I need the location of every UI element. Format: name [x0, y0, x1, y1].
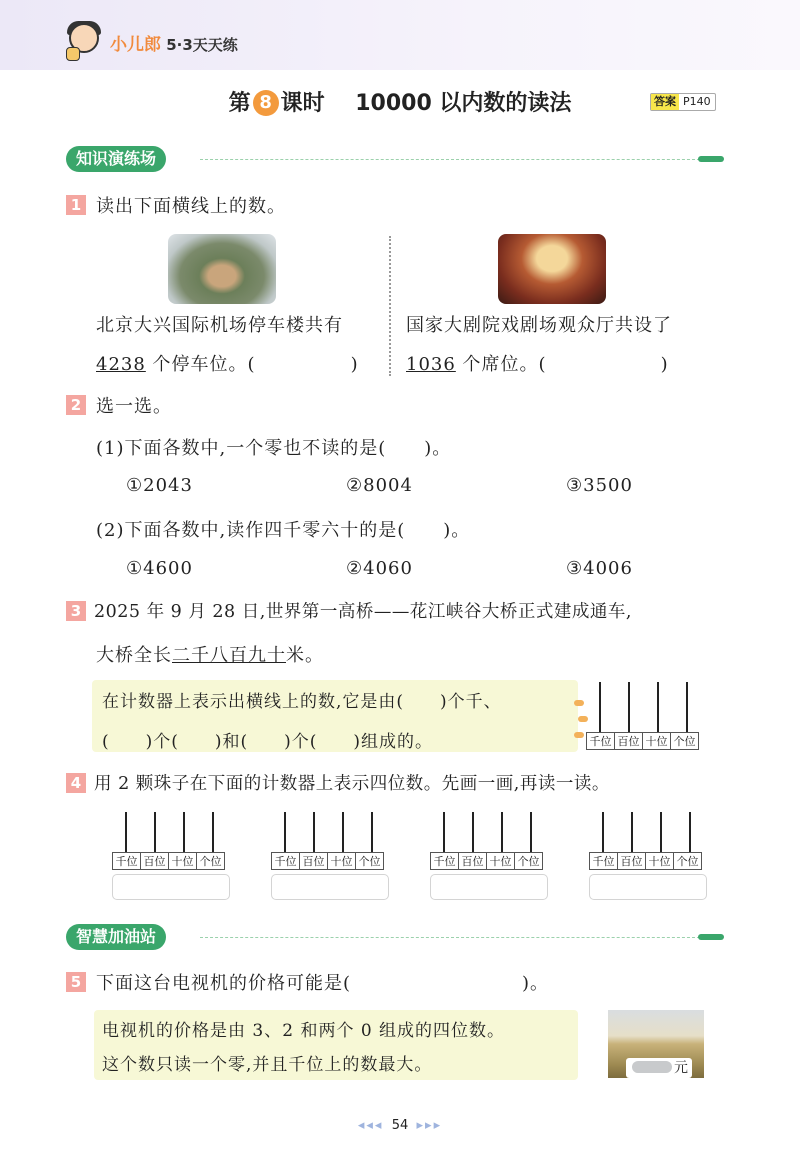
q2-sub2-option-1[interactable]: ①4600 [126, 558, 193, 579]
hundreds-rod[interactable] [628, 682, 630, 732]
q3-line1: 2025 年 9 月 28 日,世界第一高桥——花江峡谷大桥正式建成通车, [94, 602, 632, 622]
left-arrows-icon: ◂◂◂ [357, 1118, 384, 1133]
right-arrows-icon: ▸▸▸ [416, 1118, 443, 1133]
hundreds-rod[interactable] [313, 812, 315, 852]
label-thousands: 千位 [112, 852, 141, 870]
q3-box-line1[interactable]: 在计数器上表示出横线上的数,它是由( )个千、 [102, 692, 502, 712]
label-tens: 十位 [642, 732, 671, 750]
label-hundreds: 百位 [617, 852, 646, 870]
label-thousands: 千位 [586, 732, 615, 750]
label-thousands: 千位 [589, 852, 618, 870]
q2-sub2-option-2[interactable]: ②4060 [346, 558, 413, 579]
lesson-suffix: 课时 [280, 91, 325, 116]
q1-right-number: 1036 [406, 354, 456, 375]
price-redacted [632, 1061, 672, 1073]
label-thousands: 千位 [430, 852, 459, 870]
q2-sub1-option-2[interactable]: ②8004 [346, 475, 413, 496]
q5-hint2: 这个数只读一个零,并且千位上的数最大。 [102, 1055, 433, 1075]
thousands-rod[interactable] [284, 812, 286, 852]
thousands-rod[interactable] [125, 812, 127, 852]
place-labels [112, 852, 224, 870]
thousands-rod[interactable] [602, 812, 604, 852]
q1-right-answer[interactable]: 个席位。( ) [462, 354, 669, 375]
label-ones: 个位 [514, 852, 543, 870]
brand-series: 5·3天天练 [166, 35, 238, 54]
section-challenge [66, 924, 166, 950]
section-divider [200, 937, 700, 938]
section-tail [698, 156, 724, 162]
tv-price-tag [626, 1058, 692, 1078]
ones-rod[interactable] [371, 812, 373, 852]
tens-rod[interactable] [501, 812, 503, 852]
hundreds-rod[interactable] [472, 812, 474, 852]
answer-label: 答案 [651, 94, 679, 110]
label-ones: 个位 [196, 852, 225, 870]
label-hundreds: 百位 [458, 852, 487, 870]
question-number-2: 2 [66, 395, 86, 415]
brand-text [110, 30, 238, 55]
answer-reference [650, 93, 716, 111]
thousands-rod[interactable] [443, 812, 445, 852]
label-tens: 十位 [168, 852, 197, 870]
q3-line2 [96, 641, 324, 667]
hundreds-rod[interactable] [631, 812, 633, 852]
q4-prompt: 用 2 颗珠子在下面的计数器上表示四位数。先画一画,再读一读。 [94, 774, 610, 794]
question-number-4: 4 [66, 773, 86, 793]
label-tens: 十位 [327, 852, 356, 870]
q4-abacus-1[interactable] [112, 812, 232, 872]
page-footer [0, 1118, 800, 1133]
label-hundreds: 百位 [299, 852, 328, 870]
q3-line2-suffix: 米。 [286, 645, 324, 666]
q2-sub1-option-1[interactable]: ①2043 [126, 475, 193, 496]
q2-sub2-option-3[interactable]: ③4006 [566, 558, 633, 579]
ones-rod[interactable] [530, 812, 532, 852]
ones-rod[interactable] [689, 812, 691, 852]
label-ones: 个位 [670, 732, 699, 750]
question-number-1: 1 [66, 195, 86, 215]
question-number-3: 3 [66, 601, 86, 621]
ones-rod[interactable] [212, 812, 214, 852]
theatre-photo [498, 234, 606, 304]
place-labels [589, 852, 701, 870]
q3-underlined-number: 二千八百九十 [172, 645, 286, 666]
q4-abacus-3[interactable] [430, 812, 550, 872]
q1-left-number: 4238 [96, 354, 146, 375]
hundreds-rod[interactable] [154, 812, 156, 852]
q2-sub2[interactable]: (2)下面各数中,读作四千零六十的是( )。 [96, 520, 471, 541]
divider-dotted [389, 236, 391, 376]
airport-photo [168, 234, 276, 304]
brand [64, 22, 238, 62]
tens-rod[interactable] [657, 682, 659, 732]
thousands-rod[interactable] [599, 682, 601, 732]
label-hundreds: 百位 [140, 852, 169, 870]
label-ones: 个位 [355, 852, 384, 870]
label-tens: 十位 [645, 852, 674, 870]
q5-hint1: 电视机的价格是由 3、2 和两个 0 组成的四位数。 [102, 1021, 506, 1041]
mascot-icon [64, 21, 104, 63]
q1-left-line2 [96, 350, 359, 376]
q4-answer-box-3[interactable] [430, 874, 548, 900]
q2-prompt: 选一选。 [96, 396, 172, 417]
page-number: 54 [391, 1118, 409, 1133]
q5-prompt[interactable]: 下面这台电视机的价格可能是( )。 [96, 973, 550, 994]
q2-sub1-option-3[interactable]: ③3500 [566, 475, 633, 496]
section-practice-label: 知识演练场 [66, 146, 166, 172]
q1-right-line1: 国家大剧院戏剧场观众厅共设了 [406, 315, 672, 336]
label-ones: 个位 [673, 852, 702, 870]
q3-box-line2[interactable]: ( )个( )和( )个( )组成的。 [102, 732, 434, 752]
place-labels [586, 732, 698, 750]
tens-rod[interactable] [660, 812, 662, 852]
section-challenge-label: 智慧加油站 [66, 924, 166, 950]
ones-rod[interactable] [686, 682, 688, 732]
place-labels [430, 852, 542, 870]
place-labels [271, 852, 383, 870]
lesson-number: 8 [253, 90, 279, 116]
label-hundreds: 百位 [614, 732, 643, 750]
label-thousands: 千位 [271, 852, 300, 870]
section-practice [66, 146, 166, 172]
q4-abacus-4[interactable] [589, 812, 709, 872]
answer-page: P140 [683, 95, 711, 108]
q1-left-line1: 北京大兴国际机场停车楼共有 [96, 315, 343, 336]
q3-abacus[interactable] [586, 682, 706, 752]
lesson-prefix: 第 [228, 91, 251, 116]
lesson-topic: 10000 以内数的读法 [355, 91, 572, 116]
q3-line2-prefix: 大桥全长 [96, 645, 172, 666]
q4-answer-box-2[interactable] [271, 874, 389, 900]
q4-answer-box-1[interactable] [112, 874, 230, 900]
q2-sub1[interactable]: (1)下面各数中,一个零也不读的是( )。 [96, 438, 452, 459]
section-divider [200, 159, 700, 160]
connector-dot [574, 732, 584, 738]
q4-abacus-2[interactable] [271, 812, 391, 872]
q1-prompt: 读出下面横线上的数。 [96, 196, 286, 217]
q1-left-answer[interactable]: 个停车位。( ) [152, 354, 359, 375]
q4-answer-box-4[interactable] [589, 874, 707, 900]
q1-right-line2 [406, 350, 669, 376]
tens-rod[interactable] [183, 812, 185, 852]
question-number-5: 5 [66, 972, 86, 992]
connector-dot [574, 700, 584, 706]
price-unit: 元 [674, 1060, 688, 1076]
section-tail [698, 934, 724, 940]
tens-rod[interactable] [342, 812, 344, 852]
label-tens: 十位 [486, 852, 515, 870]
brand-mark: 小儿郎 [110, 34, 161, 55]
